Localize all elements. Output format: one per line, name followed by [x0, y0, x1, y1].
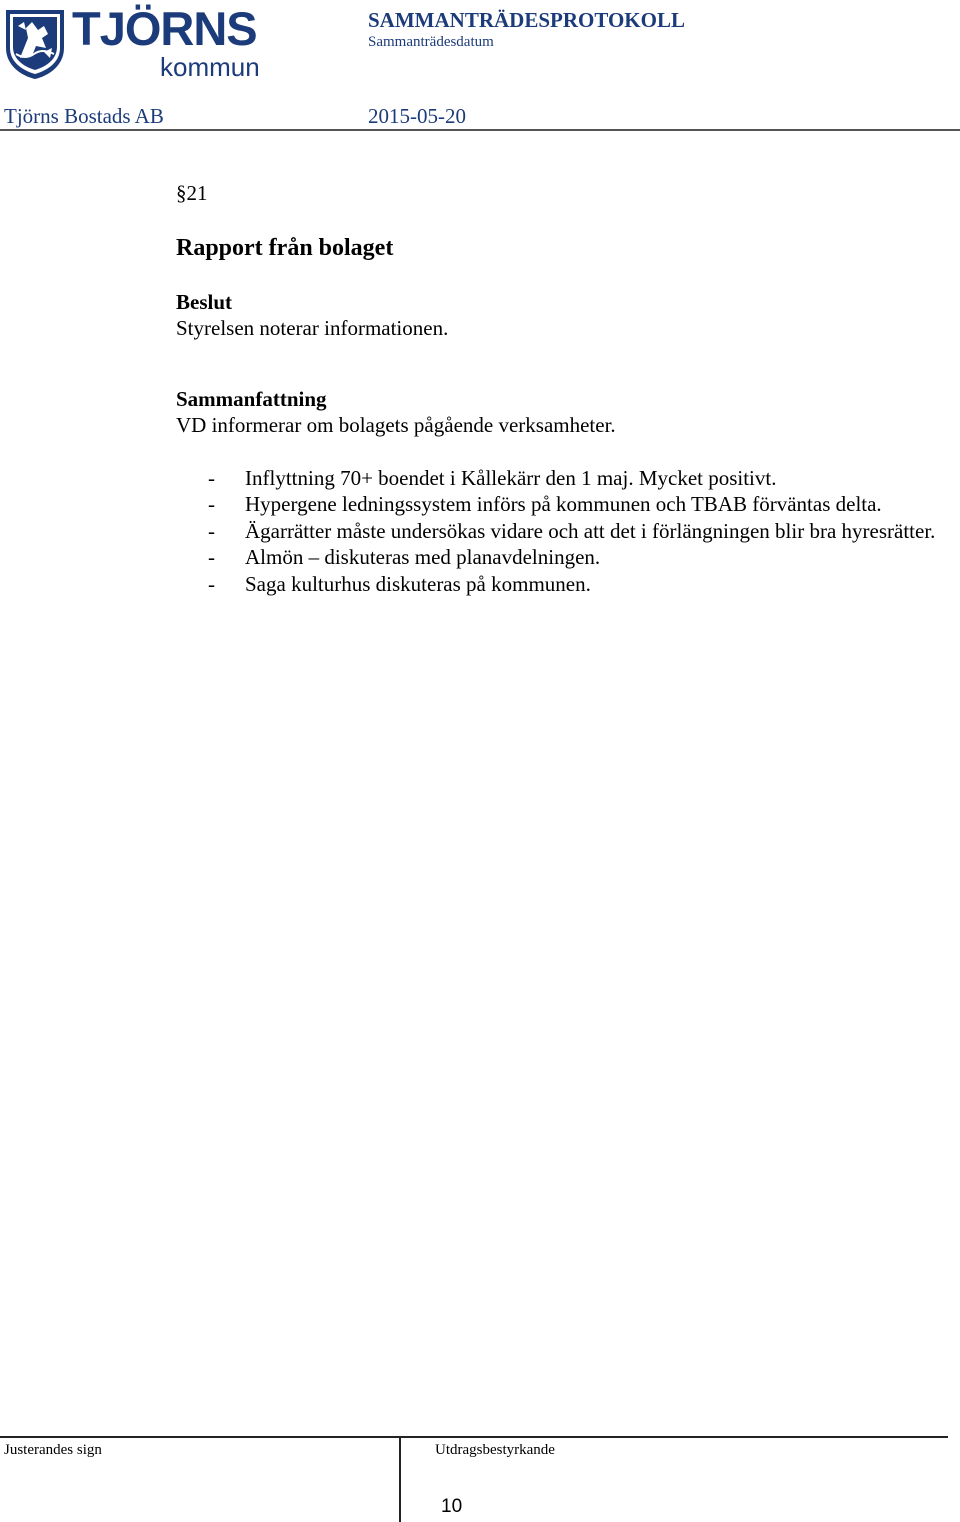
list-item: [208, 465, 948, 491]
list-item: [208, 544, 948, 570]
beslut-heading: Beslut: [176, 290, 233, 314]
list-item-text: Saga kulturhus diskuteras på kommunen.: [245, 571, 591, 596]
summary-text: VD informerar om bolagets pågående verksamheter.: [176, 413, 616, 437]
summary-heading: Sammanfattning: [176, 387, 327, 411]
section-title: Rapport från bolaget: [176, 235, 394, 261]
page-number: 10: [441, 1496, 463, 1517]
bullet-dash: -: [208, 571, 215, 596]
justerandes-sign-label: Justerandes sign: [4, 1442, 102, 1458]
coat-of-arms-icon: [4, 8, 66, 80]
logo-subtitle: kommun: [160, 52, 260, 82]
logo-wordmark: TJÖRNS: [72, 2, 257, 55]
document-subtitle: Sammanträdesdatum: [368, 34, 494, 50]
list-item: [208, 571, 948, 597]
list-item: [208, 491, 948, 517]
meeting-date: 2015-05-20: [368, 104, 466, 128]
footer-divider: [0, 1436, 948, 1438]
bullet-dash: -: [208, 492, 215, 517]
list-item: [208, 518, 948, 544]
company-name: Tjörns Bostads AB: [4, 104, 164, 128]
list-item-text: Ägarrätter måste undersökas vidare och att det i förlängningen blir bra hyresrätter.: [245, 518, 936, 543]
bullet-dash: -: [208, 545, 215, 570]
list-item-text: Hypergene ledningssystem införs på kommunen och TBAB förväntas delta.: [245, 492, 882, 517]
footer-column-divider: [399, 1437, 401, 1522]
bullet-dash: -: [208, 466, 215, 490]
bullet-list: [208, 465, 948, 597]
bullet-dash: -: [208, 518, 215, 543]
paragraph-number: §21: [176, 181, 208, 205]
list-item-text: Inflyttning 70+ boendet i Kållekärr den 1 maj. Mycket positivt.: [245, 466, 777, 490]
header-divider: [0, 129, 960, 131]
list-item-text: Almön – diskuteras med planavdelningen.: [245, 545, 601, 570]
beslut-text: Styrelsen noterar informationen.: [176, 316, 449, 340]
utdragsbestyrkande-label: Utdragsbestyrkande: [435, 1442, 555, 1458]
document-title: SAMMANTRÄDESPROTOKOLL: [368, 8, 685, 32]
